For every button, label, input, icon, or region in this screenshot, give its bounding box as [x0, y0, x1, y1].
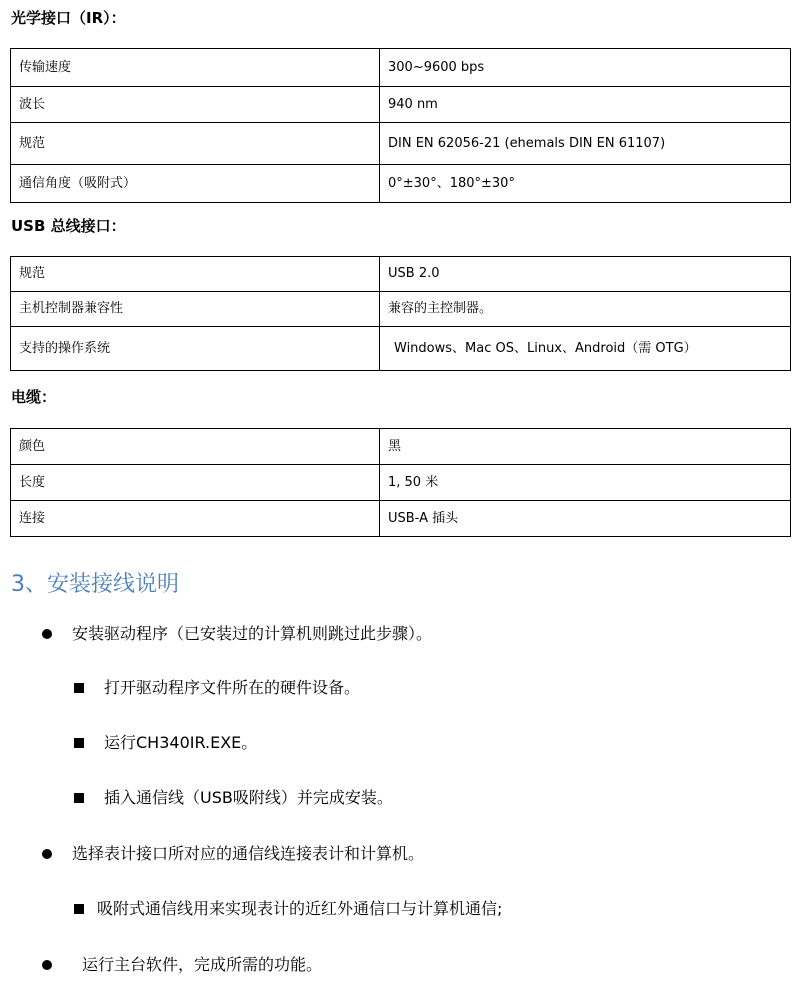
bullet-square-icon: [74, 904, 84, 914]
bullet-dot-icon: [42, 629, 52, 639]
spec-value: 兼容的主控制器。: [380, 292, 791, 327]
spec-value: Windows、Mac OS、Linux、Android（需 OTG）: [380, 327, 791, 371]
spec-value: 0°±30°、180°±30°: [380, 165, 791, 203]
cable-spec-table: [10, 428, 791, 537]
table-row: [11, 501, 791, 537]
list-item: 运行主台软件，完成所需的功能。: [82, 955, 323, 974]
list-item: 运行CH340IR.EXE。: [104, 733, 258, 752]
bullet-dot-icon: [42, 849, 52, 859]
list-item: 吸附式通信线用来实现表计的近红外通信口与计算机通信;: [97, 899, 503, 918]
bullet-square-icon: [74, 793, 84, 803]
table-row: [11, 292, 791, 327]
table-row: [11, 49, 791, 87]
bullet-square-icon: [74, 683, 84, 693]
list-item: 选择表计接口所对应的通信线连接表计和计算机。: [72, 844, 425, 863]
spec-key: 支持的操作系统: [11, 327, 380, 371]
spec-value: DIN EN 62056-21 (ehemals DIN EN 61107): [380, 123, 791, 165]
cable-section-heading: 电缆：: [11, 388, 57, 406]
table-row: [11, 87, 791, 123]
spec-value: 300~9600 bps: [380, 49, 791, 87]
list-item: 打开驱动程序文件所在的硬件设备。: [104, 678, 361, 697]
spec-value: USB 2.0: [380, 257, 791, 292]
usb-section-heading: USB 总线接口：: [11, 217, 126, 235]
spec-key: 波长: [11, 87, 380, 123]
bullet-square-icon: [74, 738, 84, 748]
spec-value: 940 nm: [380, 87, 791, 123]
spec-key: 通信角度（吸附式）: [11, 165, 380, 203]
spec-key: 颜色: [11, 429, 380, 465]
spec-key: 规范: [11, 123, 380, 165]
spec-value: 黑: [380, 429, 791, 465]
list-item: 插入通信线（USB吸附线）并完成安装。: [104, 788, 393, 807]
usb-spec-table: [10, 256, 791, 371]
spec-value: 1, 50 米: [380, 465, 791, 501]
table-row: [11, 327, 791, 371]
ir-spec-table: [10, 48, 791, 203]
bullet-dot-icon: [42, 960, 52, 970]
spec-key: 主机控制器兼容性: [11, 292, 380, 327]
table-row: [11, 257, 791, 292]
table-row: [11, 165, 791, 203]
table-row: [11, 465, 791, 501]
table-row: [11, 123, 791, 165]
table-row: [11, 429, 791, 465]
list-item: 安装驱动程序（已安装过的计算机则跳过此步骤）。: [72, 624, 433, 643]
spec-key: 连接: [11, 501, 380, 537]
spec-value: USB-A 插头: [380, 501, 791, 537]
spec-key: 规范: [11, 257, 380, 292]
spec-key: 传输速度: [11, 49, 380, 87]
spec-key: 长度: [11, 465, 380, 501]
ir-section-heading: 光学接口（IR）：: [11, 9, 126, 27]
install-section-heading: 3、安装接线说明: [11, 572, 179, 597]
